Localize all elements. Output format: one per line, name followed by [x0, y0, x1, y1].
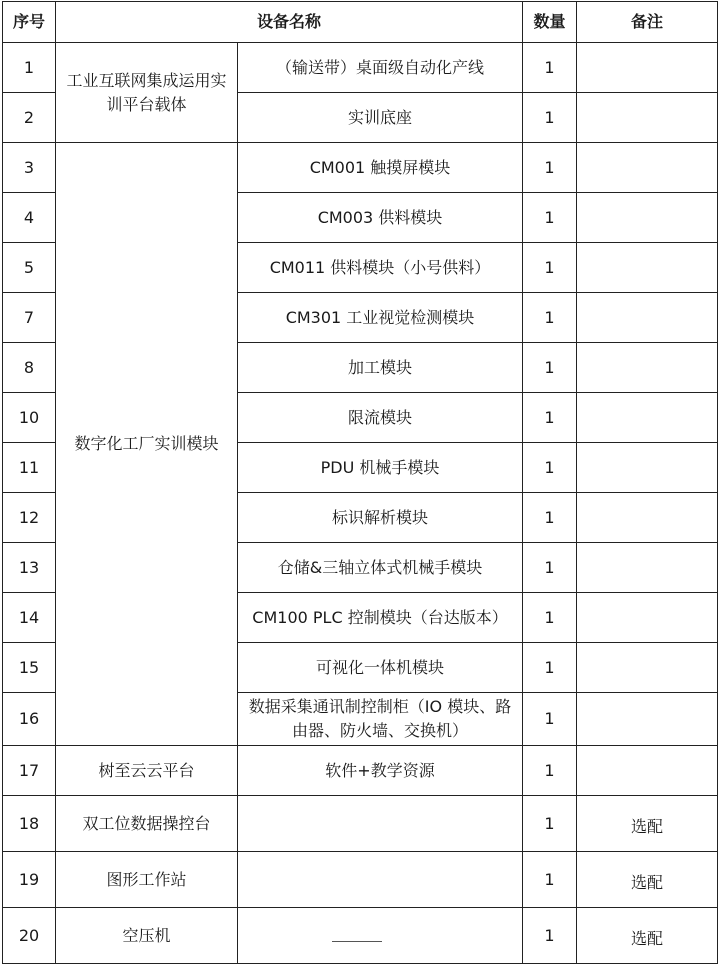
row-item: [238, 908, 523, 964]
row-no: 14: [3, 593, 56, 643]
row-no: 12: [3, 493, 56, 543]
row-no: 2: [3, 93, 56, 143]
table-header-row: [3, 2, 718, 43]
row-no: 5: [3, 243, 56, 293]
equipment-table: [2, 1, 718, 964]
table-row: [3, 852, 718, 908]
group-cell: 空压机: [56, 908, 238, 964]
row-item: CM301 工业视觉检测模块: [238, 293, 523, 343]
row-note: [577, 243, 718, 293]
row-item: 数据采集通讯制控制柜（IO 模块、路由器、防火墙、交换机）: [238, 693, 523, 746]
row-note: [577, 343, 718, 393]
row-note: 选配: [577, 908, 718, 964]
row-note: [577, 43, 718, 93]
row-item: 实训底座: [238, 93, 523, 143]
row-note: [577, 93, 718, 143]
row-qty: 1: [523, 543, 577, 593]
row-note: 选配: [577, 852, 718, 908]
row-note: [577, 443, 718, 493]
row-no: 4: [3, 193, 56, 243]
row-item: 标识解析模块: [238, 493, 523, 543]
header-name: 设备名称: [56, 2, 523, 43]
row-note: [577, 493, 718, 543]
row-item: CM001 触摸屏模块: [238, 143, 523, 193]
row-item: 软件+教学资源: [238, 746, 523, 796]
row-item: PDU 机械手模块: [238, 443, 523, 493]
row-item: （输送带）桌面级自动化产线: [238, 43, 523, 93]
row-qty: 1: [523, 852, 577, 908]
group-cell: 图形工作站: [56, 852, 238, 908]
row-qty: 1: [523, 93, 577, 143]
row-note: [577, 693, 718, 746]
row-qty: 1: [523, 593, 577, 643]
header-note: 备注: [577, 2, 718, 43]
header-no: 序号: [3, 2, 56, 43]
row-qty: 1: [523, 643, 577, 693]
group-cell: 数字化工厂实训模块: [56, 143, 238, 746]
row-note: [577, 393, 718, 443]
row-item: [238, 796, 523, 852]
row-note: [577, 143, 718, 193]
row-no: 1: [3, 43, 56, 93]
row-qty: 1: [523, 193, 577, 243]
row-qty: 1: [523, 143, 577, 193]
row-item: 限流模块: [238, 393, 523, 443]
row-no: 18: [3, 796, 56, 852]
group-cell: 树至云云平台: [56, 746, 238, 796]
row-no: 10: [3, 393, 56, 443]
header-qty: 数量: [523, 2, 577, 43]
row-qty: 1: [523, 493, 577, 543]
row-item: CM011 供料模块（小号供料）: [238, 243, 523, 293]
group-cell: 双工位数据操控台: [56, 796, 238, 852]
row-no: 15: [3, 643, 56, 693]
row-note: [577, 293, 718, 343]
row-no: 11: [3, 443, 56, 493]
row-item: 仓储&三轴立体式机械手模块: [238, 543, 523, 593]
row-no: 3: [3, 143, 56, 193]
row-note: 选配: [577, 796, 718, 852]
row-qty: 1: [523, 908, 577, 964]
row-qty: 1: [523, 796, 577, 852]
row-no: 20: [3, 908, 56, 964]
row-qty: 1: [523, 243, 577, 293]
row-qty: 1: [523, 343, 577, 393]
row-item: 加工模块: [238, 343, 523, 393]
row-note: [577, 543, 718, 593]
row-qty: 1: [523, 746, 577, 796]
group-cell: 工业互联网集成运用实训平台载体: [56, 43, 238, 143]
row-qty: 1: [523, 393, 577, 443]
row-item: [238, 852, 523, 908]
row-no: 17: [3, 746, 56, 796]
row-qty: 1: [523, 693, 577, 746]
table-row: [3, 908, 718, 964]
row-qty: 1: [523, 293, 577, 343]
table-row: [3, 796, 718, 852]
table-row: [3, 143, 718, 193]
row-note: [577, 643, 718, 693]
row-note: [577, 193, 718, 243]
row-qty: 1: [523, 43, 577, 93]
table-row: [3, 746, 718, 796]
row-item: 可视化一体机模块: [238, 643, 523, 693]
row-no: 13: [3, 543, 56, 593]
table-row: [3, 43, 718, 93]
row-note: [577, 746, 718, 796]
row-note: [577, 593, 718, 643]
row-item: CM100 PLC 控制模块（台达版本）: [238, 593, 523, 643]
row-no: 8: [3, 343, 56, 393]
row-item: CM003 供料模块: [238, 193, 523, 243]
row-no: 7: [3, 293, 56, 343]
page-bottom-mark: [332, 941, 382, 942]
row-qty: 1: [523, 443, 577, 493]
row-no: 19: [3, 852, 56, 908]
row-no: 16: [3, 693, 56, 746]
